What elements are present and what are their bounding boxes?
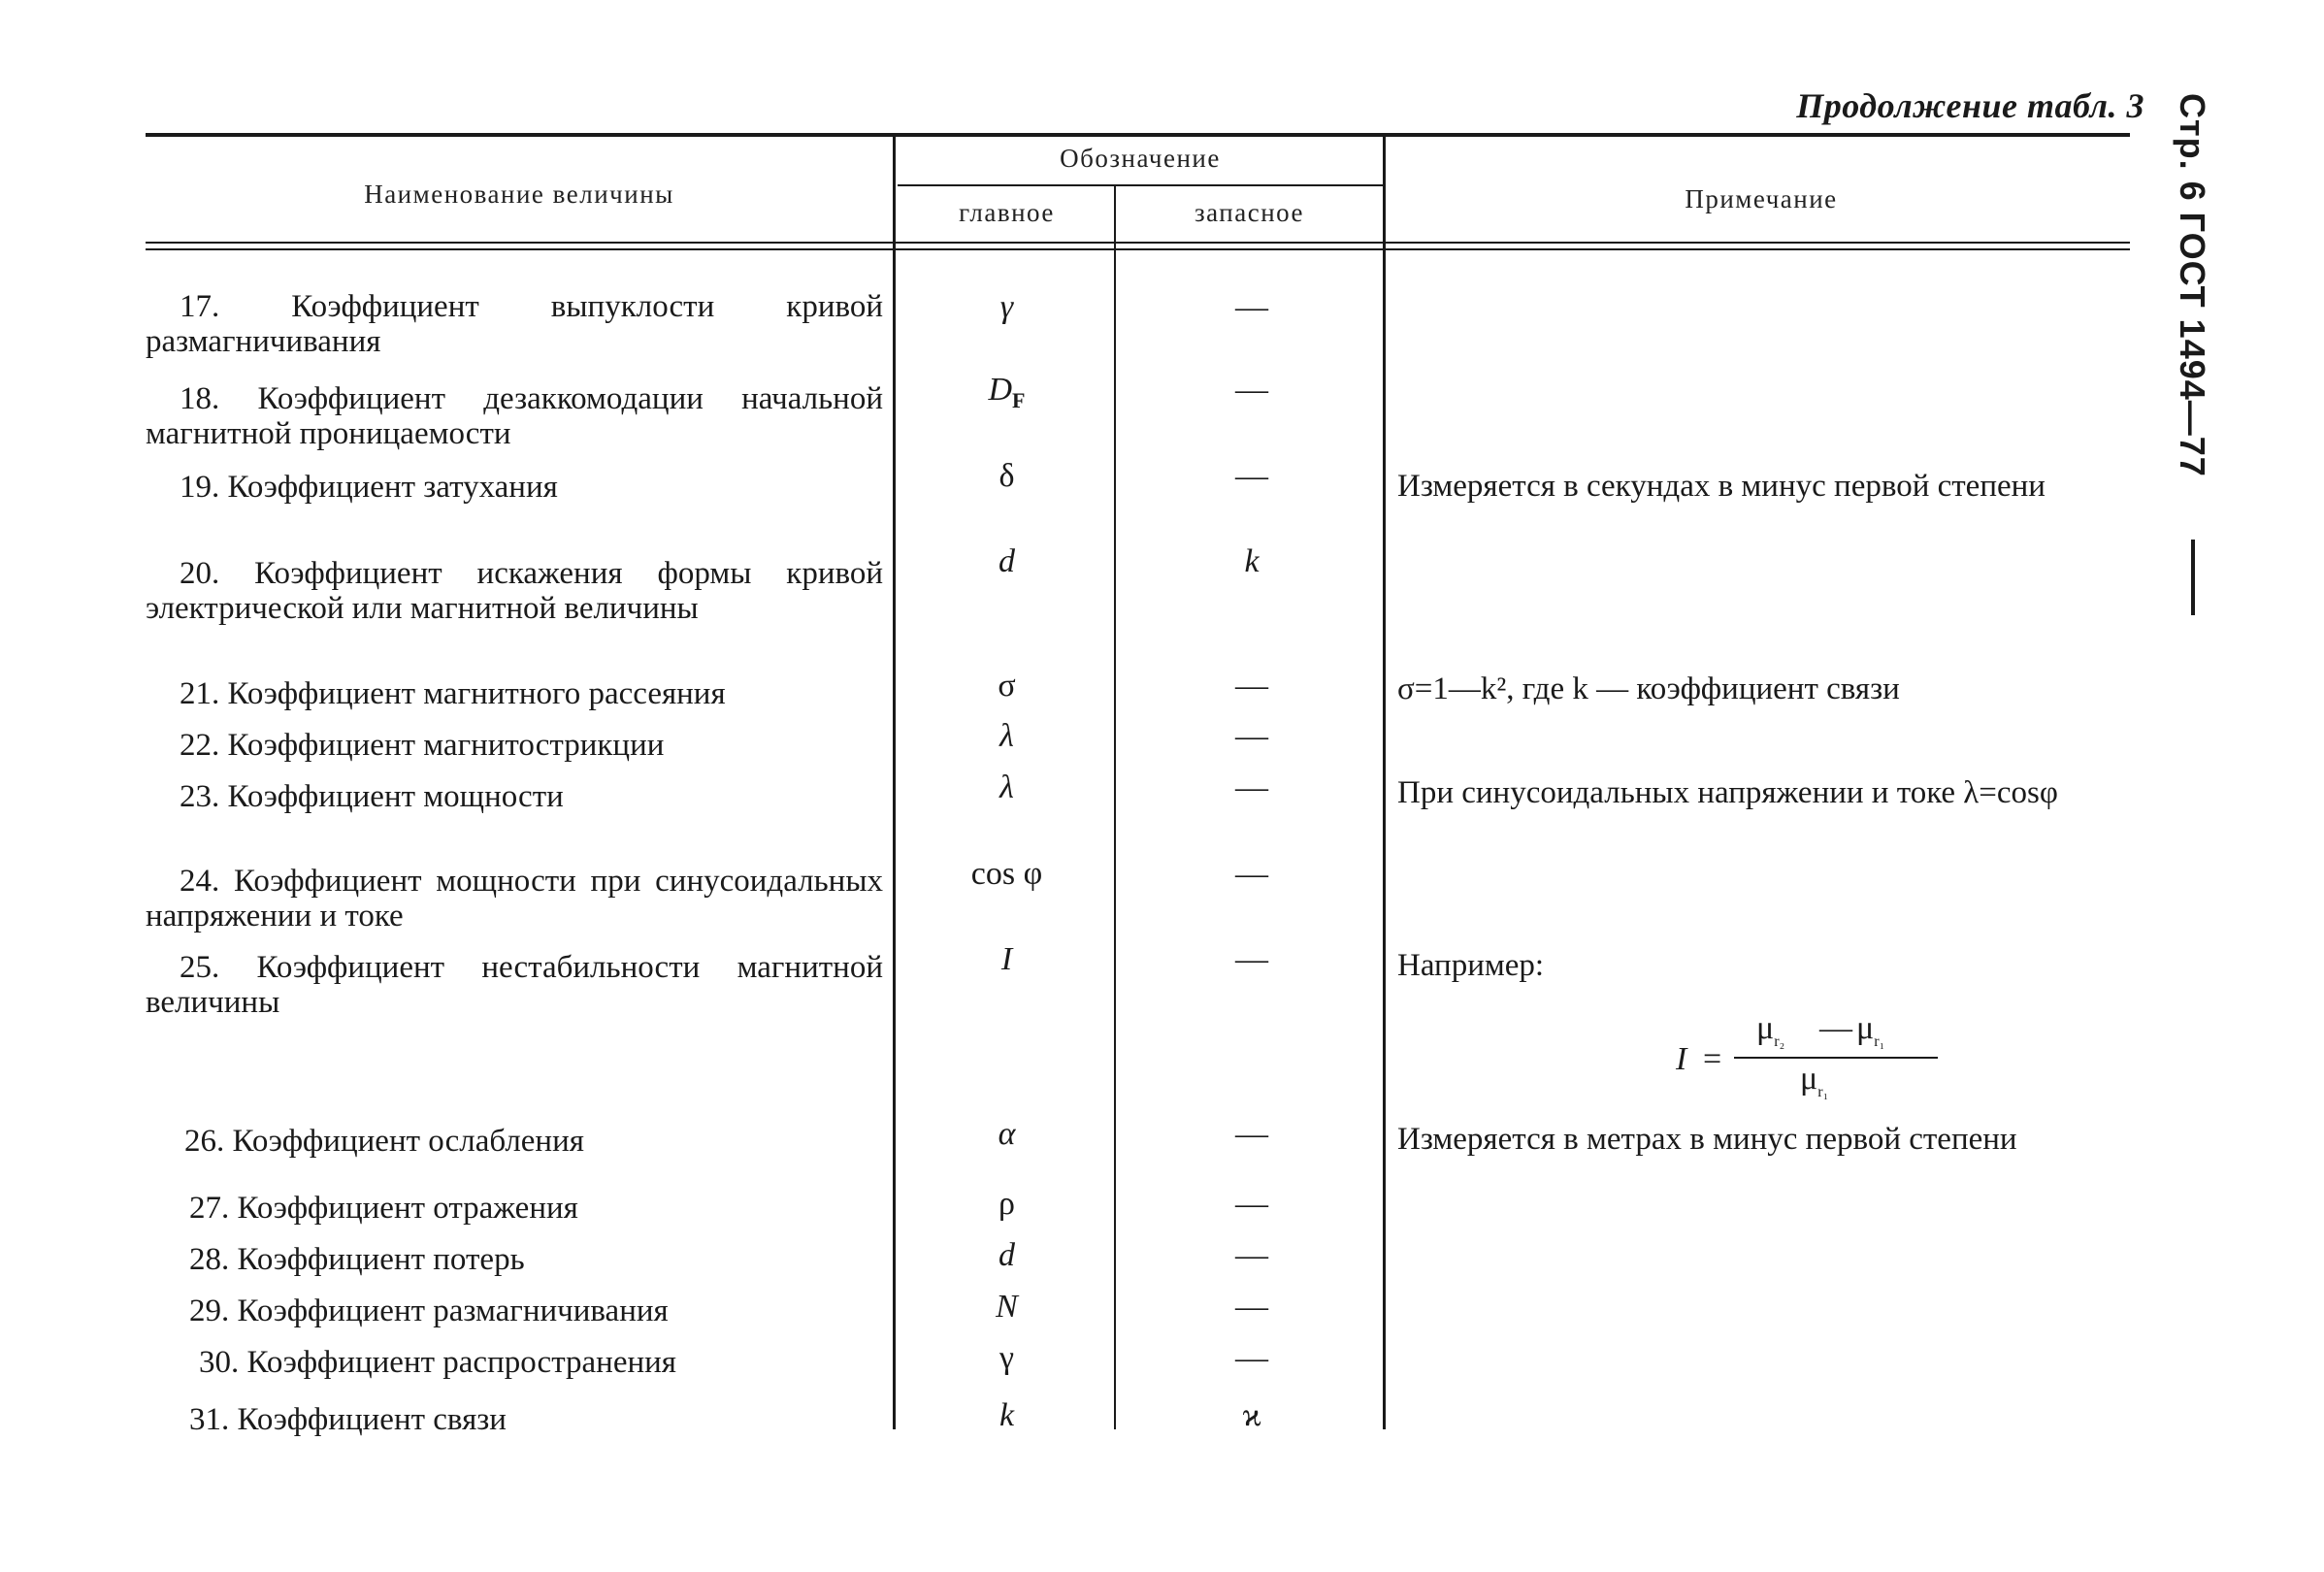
row-27-name: 27. Коэффициент отражения	[189, 1191, 578, 1226]
symbol-subheader-rule	[898, 184, 1383, 186]
formula-den-symbol: μ	[1800, 1061, 1818, 1097]
row-28-symbol-alt: —	[1235, 1237, 1268, 1273]
header-name: Наименование величины	[364, 180, 674, 209]
row-19-note: Измеряется в секундах в минус первой степени	[1397, 469, 2046, 504]
formula-num-b-subscript: r₁	[1874, 1032, 1885, 1050]
row-20-name: 20. Коэффициент искажения формы кривой электрической или магнитной величины	[146, 556, 883, 626]
row-24-symbol-alt: —	[1235, 856, 1268, 892]
row-28-symbol-main: d	[998, 1237, 1015, 1273]
row-19-symbol-main: δ	[998, 458, 1015, 494]
row-31-name: 31. Коэффициент связи	[189, 1402, 507, 1437]
row-21-symbol-alt: —	[1235, 668, 1268, 704]
row-20-symbol-alt: k	[1244, 543, 1260, 579]
header-symbol-main: главное	[959, 198, 1055, 227]
row-31-symbol-alt: ϰ	[1242, 1397, 1261, 1433]
instability-formula	[1664, 1004, 1955, 1101]
header-symbol: Обозначение	[1060, 144, 1221, 173]
page-number-standard-label: Стр. 6 ГОСТ 1494—77	[2173, 93, 2212, 477]
row-26-symbol-alt: —	[1235, 1116, 1268, 1152]
col-divider-note	[1383, 137, 1386, 1429]
row-21-note: σ=1—k², где k — коэффициент связи	[1397, 671, 1900, 706]
row-20-symbol-main: d	[998, 543, 1015, 579]
row-23-symbol-main: λ	[999, 770, 1014, 805]
row-25-note: Например:	[1397, 948, 1545, 983]
row-23-note: При синусоидальных напряжении и токе λ=cosφ	[1397, 775, 2058, 810]
row-26-name: 26. Коэффициент ослабления	[184, 1124, 584, 1159]
row-30-symbol-alt: —	[1235, 1340, 1268, 1376]
row-29-symbol-alt: —	[1235, 1289, 1268, 1325]
row-24-name: 24. Коэффициент мощности при синусоидальных напряжении и токе	[146, 864, 883, 933]
formula-num-b-symbol: μ	[1856, 1010, 1875, 1046]
header-symbol-alt: запасное	[1195, 198, 1304, 227]
row-25-symbol-alt: —	[1235, 941, 1268, 977]
row-21-name: 21. Коэффициент магнитного рассеяния	[180, 676, 726, 711]
header-note: Примечание	[1685, 184, 1838, 213]
formula-fraction-bar	[1734, 1057, 1938, 1059]
row-22-name: 22. Коэффициент магнитострикции	[180, 728, 665, 763]
header-bottom-rule	[146, 242, 2130, 244]
row-18-symbol-main-subscript: F	[1012, 387, 1026, 412]
table-continuation-caption: Продолжение табл. 3	[1796, 86, 2144, 125]
row-23-symbol-alt: —	[1235, 770, 1268, 805]
formula-equals: =	[1703, 1041, 1722, 1077]
row-18-symbol-main-letter: D	[988, 372, 1013, 408]
row-17-symbol-alt: —	[1235, 289, 1268, 325]
formula-num-a	[1756, 1010, 1784, 1051]
table-top-rule	[146, 133, 2130, 137]
row-27-symbol-alt: —	[1235, 1186, 1268, 1222]
row-18-symbol-alt: —	[1235, 372, 1268, 408]
row-29-name: 29. Коэффициент размагничивания	[189, 1294, 669, 1328]
header-bottom-rule-double	[146, 248, 2130, 250]
row-19-symbol-alt: —	[1235, 458, 1268, 494]
row-23-name: 23. Коэффициент мощности	[180, 779, 564, 814]
row-17-name: 17. Коэффициент выпуклости кривой размагничивания	[146, 289, 883, 359]
row-22-symbol-main: λ	[999, 718, 1014, 754]
row-26-symbol-main: α	[998, 1116, 1016, 1152]
row-19-name: 19. Коэффициент затухания	[180, 470, 558, 505]
row-31-symbol-main: k	[998, 1397, 1015, 1433]
formula-minus: —	[1819, 1010, 1852, 1046]
row-30-symbol-main: γ	[998, 1340, 1015, 1376]
row-22-symbol-alt: —	[1235, 718, 1268, 754]
formula-num-b	[1856, 1010, 1884, 1051]
row-25-name: 25. Коэффициент нестабильности магнитной величины	[146, 950, 883, 1020]
row-18-symbol-main	[898, 372, 1116, 413]
row-24-symbol-main: cos φ	[970, 856, 1043, 892]
row-25-symbol-main: I	[1000, 941, 1013, 977]
formula-num-a-subscript: r₂	[1774, 1032, 1785, 1050]
row-17-symbol-main: γ	[999, 289, 1014, 325]
row-18-name: 18. Коэффициент дезаккомодации начальной магнитной проницаемости	[146, 381, 883, 451]
formula-den-subscript: r₁	[1817, 1083, 1829, 1100]
formula-num-a-symbol: μ	[1756, 1010, 1775, 1046]
side-rule	[2191, 540, 2195, 615]
formula-denominator	[1800, 1061, 1828, 1101]
row-29-symbol-main: N	[996, 1289, 1018, 1325]
row-26-note: Измеряется в метрах в минус первой степени	[1397, 1122, 2017, 1157]
page-side-label	[2164, 93, 2222, 520]
formula-lhs: I	[1676, 1041, 1687, 1077]
col-divider-name	[893, 137, 896, 1429]
row-21-symbol-main: σ	[998, 668, 1016, 704]
row-28-name: 28. Коэффициент потерь	[189, 1242, 525, 1277]
row-30-name: 30. Коэффициент распространения	[199, 1345, 676, 1380]
row-27-symbol-main: ρ	[998, 1186, 1015, 1222]
